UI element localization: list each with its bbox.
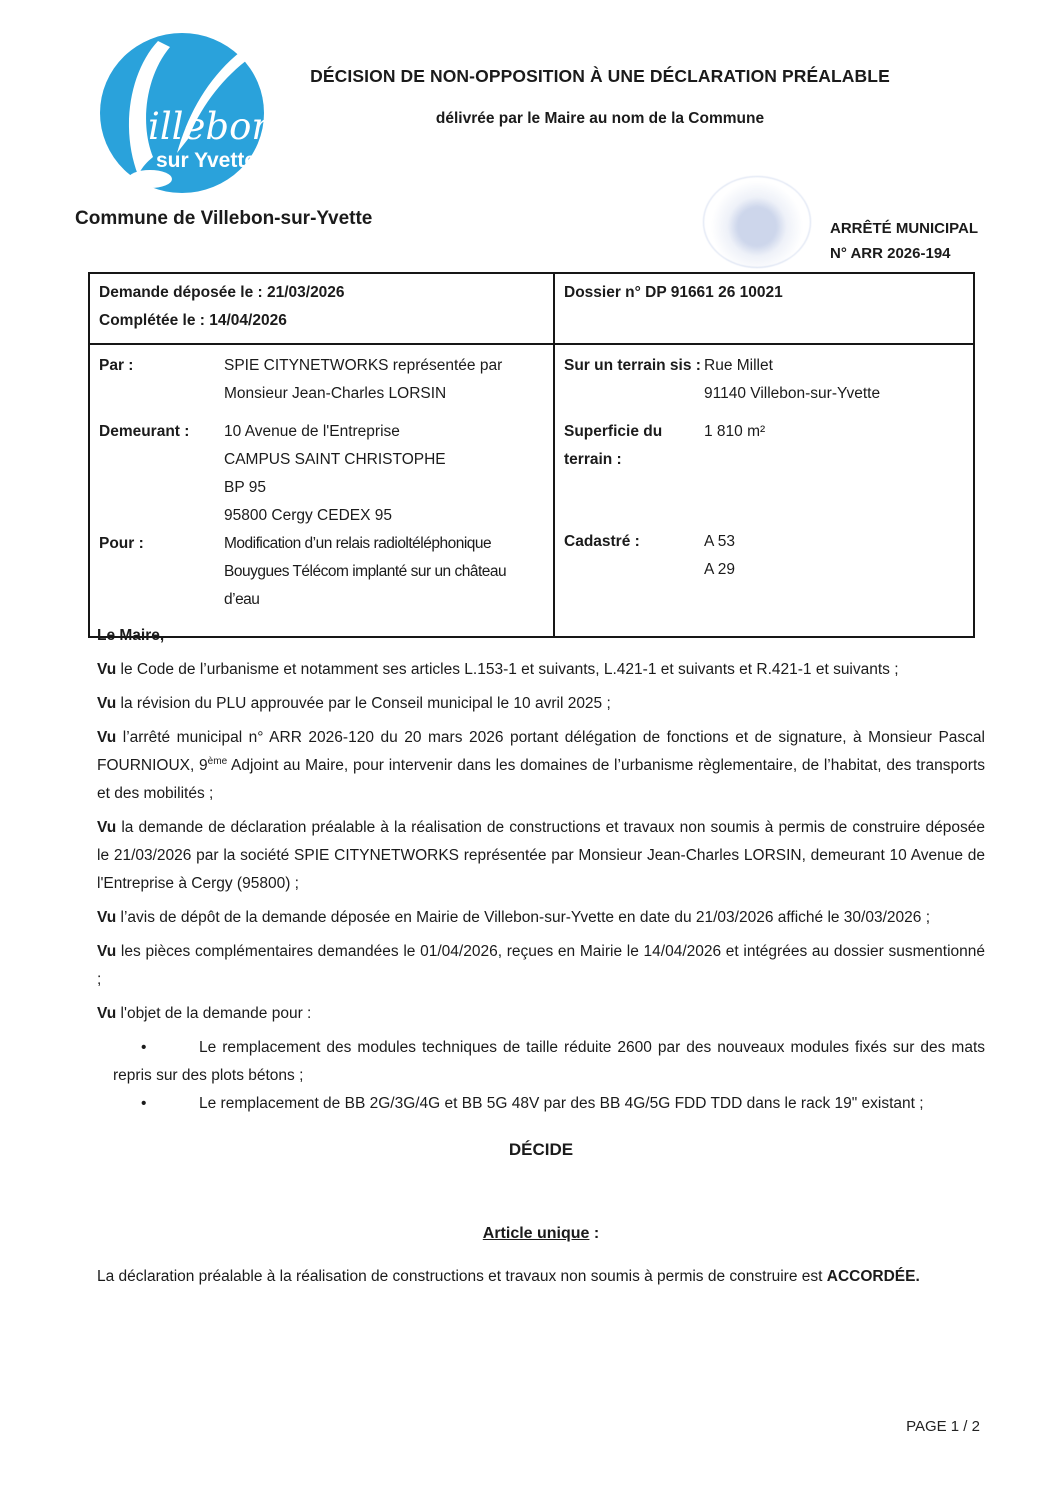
arrete-reference bbox=[830, 216, 978, 266]
header-title-block bbox=[270, 66, 930, 128]
bullet-item-2 bbox=[97, 1090, 985, 1118]
vu-lead-2: Vu bbox=[97, 695, 117, 712]
cadastre-line2: A 29 bbox=[704, 561, 736, 578]
bullet-text-1: Le remplacement des modules techniques de taille réduite 2600 par des nouveaux modules fixés sur des mats repris sur des plots bétons ; bbox=[113, 1039, 985, 1084]
par-line2: Monsieur Jean-Charles LORSIN bbox=[224, 385, 447, 402]
vu-text-7: l'objet de la demande pour : bbox=[116, 1005, 312, 1022]
vu-paragraph-4 bbox=[97, 814, 985, 898]
row-terrain bbox=[564, 352, 963, 418]
vu-lead-7: Vu bbox=[97, 1005, 117, 1022]
vu-lead-1: Vu bbox=[97, 661, 117, 678]
villebon-logo-graphic bbox=[100, 33, 264, 193]
pour-value bbox=[224, 530, 543, 614]
vu-paragraph-6 bbox=[97, 938, 985, 994]
vu-paragraph-3 bbox=[97, 724, 985, 808]
vu-paragraph-7 bbox=[97, 1000, 985, 1028]
terrain-label: Sur un terrain sis : bbox=[564, 357, 701, 374]
demeurant-label: Demeurant : bbox=[99, 423, 190, 440]
demeurant-value bbox=[224, 418, 543, 530]
row-cadastre bbox=[564, 528, 963, 584]
vu-lead-3: Vu bbox=[97, 729, 117, 746]
table-right-cell bbox=[555, 345, 973, 636]
vu-text-3-pre: l’arrêté municipal n° ARR 2026-120 du 20 mars 2026 portant délégation de fonctions et de signature, à Monsieur Pascal FOURNIOUX, 9 bbox=[97, 729, 985, 774]
document-title: DÉCISION DE NON-OPPOSITION À UNE DÉCLARATION PRÉALABLE bbox=[310, 66, 890, 86]
final-decision-accordee: ACCORDÉE. bbox=[826, 1268, 920, 1285]
arrete-line1: ARRÊTÉ MUNICIPAL bbox=[830, 220, 979, 237]
vu-text-2: la révision du PLU approuvée par le Conseil municipal le 10 avril 2025 ; bbox=[116, 695, 611, 712]
table-left-cell bbox=[90, 345, 555, 636]
vu-text-3-post: Adjoint au Maire, pour intervenir dans les domaines de l’urbanisme règlementaire, de l’habitat, des transports et des mobilités ; bbox=[97, 757, 985, 802]
demeurant-line2: CAMPUS SAINT CHRISTOPHE bbox=[224, 451, 446, 468]
vu-paragraph-1 bbox=[97, 656, 985, 684]
arrete-number: N° ARR 2026-194 bbox=[830, 245, 951, 262]
vu-paragraph-2 bbox=[97, 690, 985, 718]
vu-text-3-sup: ème bbox=[207, 755, 228, 767]
pour-line3: d’eau bbox=[224, 591, 260, 608]
table-header-dates bbox=[90, 274, 555, 343]
page-number: PAGE 1 / 2 bbox=[906, 1418, 980, 1435]
table-header-row bbox=[90, 274, 973, 345]
vu-text-4: la demande de déclaration préalable à la réalisation de constructions et travaux non soumis à permis de construire déposée le 21/03/2026 par la société SPIE CITYNETWORKS représentée par Monsieur Jean-Charles LORSIN, demeurant 10 Avenue de l'Entreprise à Cergy (95800) ; bbox=[97, 819, 985, 892]
vu-text-5: l’avis de dépôt de la demande déposée en Mairie de Villebon-sur-Yvette en date du 21/03/2026 affiché le 30/03/2026 ; bbox=[116, 909, 930, 926]
terrain-value bbox=[704, 352, 963, 418]
document-subtitle: délivrée par le Maire au nom de la Commune bbox=[435, 110, 765, 127]
cadastre-value bbox=[704, 528, 963, 584]
row-superficie bbox=[564, 418, 963, 528]
vu-paragraph-5 bbox=[97, 904, 985, 932]
demeurant-line3: BP 95 bbox=[224, 479, 266, 496]
logo-script-text: illebon bbox=[148, 105, 264, 148]
row-pour bbox=[99, 530, 543, 614]
terrain-line2: 91140 Villebon-sur-Yvette bbox=[704, 385, 881, 402]
superficie-label: Superficie du terrain : bbox=[564, 423, 663, 468]
article-unique-text: Article unique bbox=[482, 1225, 590, 1242]
municipal-seal-stamp bbox=[703, 176, 811, 268]
le-maire-line bbox=[97, 622, 985, 650]
par-value bbox=[224, 352, 543, 418]
article-unique-heading bbox=[97, 1225, 985, 1243]
cadastre-line1: A 53 bbox=[704, 533, 736, 550]
row-par bbox=[99, 352, 543, 418]
application-info-table bbox=[88, 272, 975, 638]
bullet-item-1 bbox=[97, 1034, 985, 1090]
table-header-dossier: Dossier n° DP 91661 26 10021 bbox=[564, 284, 783, 301]
bullet-glyph-1: • bbox=[141, 1039, 147, 1056]
bullet-text-2: Le remplacement de BB 2G/3G/4G et BB 5G 48V par des BB 4G/5G FDD TDD dans le rack 19" existant ; bbox=[199, 1095, 924, 1112]
cadastre-label: Cadastré : bbox=[564, 533, 640, 550]
demeurant-line1: 10 Avenue de l'Entreprise bbox=[224, 423, 400, 440]
completee-line: Complétée le : 14/04/2026 bbox=[99, 312, 287, 329]
villebon-logo bbox=[100, 33, 264, 193]
final-decision-paragraph bbox=[97, 1263, 985, 1291]
terrain-line1: Rue Millet bbox=[704, 357, 773, 374]
vu-text-1: le Code de l’urbanisme et notamment ses articles L.153-1 et suivants, L.421-1 et suivants et R.421-1 et suivants ; bbox=[116, 661, 899, 678]
le-maire-text: Le Maire, bbox=[97, 627, 165, 644]
pour-line2: Bouygues Télécom implanté sur un château bbox=[224, 563, 507, 580]
table-body-row bbox=[90, 345, 973, 636]
row-demeurant bbox=[99, 418, 543, 530]
logo-sub-text: sur Yvette bbox=[156, 149, 257, 172]
logo-shoe-shape bbox=[128, 170, 172, 188]
vu-lead-4: Vu bbox=[97, 819, 117, 836]
demande-deposee-line: Demande déposée le : 21/03/2026 bbox=[99, 284, 345, 301]
document-body bbox=[97, 622, 985, 1118]
vu-lead-6: Vu bbox=[97, 943, 117, 960]
pour-line1: Modification d’un relais radioltéléphonique bbox=[224, 535, 492, 552]
bullet-glyph-2: • bbox=[141, 1095, 147, 1112]
par-label: Par : bbox=[99, 357, 134, 374]
par-line1: SPIE CITYNETWORKS représentée par bbox=[224, 357, 503, 374]
pour-label: Pour : bbox=[99, 535, 144, 552]
commune-heading: Commune de Villebon-sur-Yvette bbox=[75, 208, 373, 229]
article-unique-colon: : bbox=[589, 1225, 600, 1242]
demeurant-line4: 95800 Cergy CEDEX 95 bbox=[224, 507, 393, 524]
final-decision-text: La déclaration préalable à la réalisation de constructions et travaux non soumis à permis de construire est bbox=[97, 1268, 827, 1285]
vu-lead-5: Vu bbox=[97, 909, 117, 926]
superficie-value: 1 810 m² bbox=[704, 423, 766, 440]
vu-text-6: les pièces complémentaires demandées le 01/04/2026, reçues en Mairie le 14/04/2026 et intégrées au dossier susmentionné ; bbox=[97, 943, 985, 988]
decide-heading: DÉCIDE bbox=[508, 1140, 574, 1159]
